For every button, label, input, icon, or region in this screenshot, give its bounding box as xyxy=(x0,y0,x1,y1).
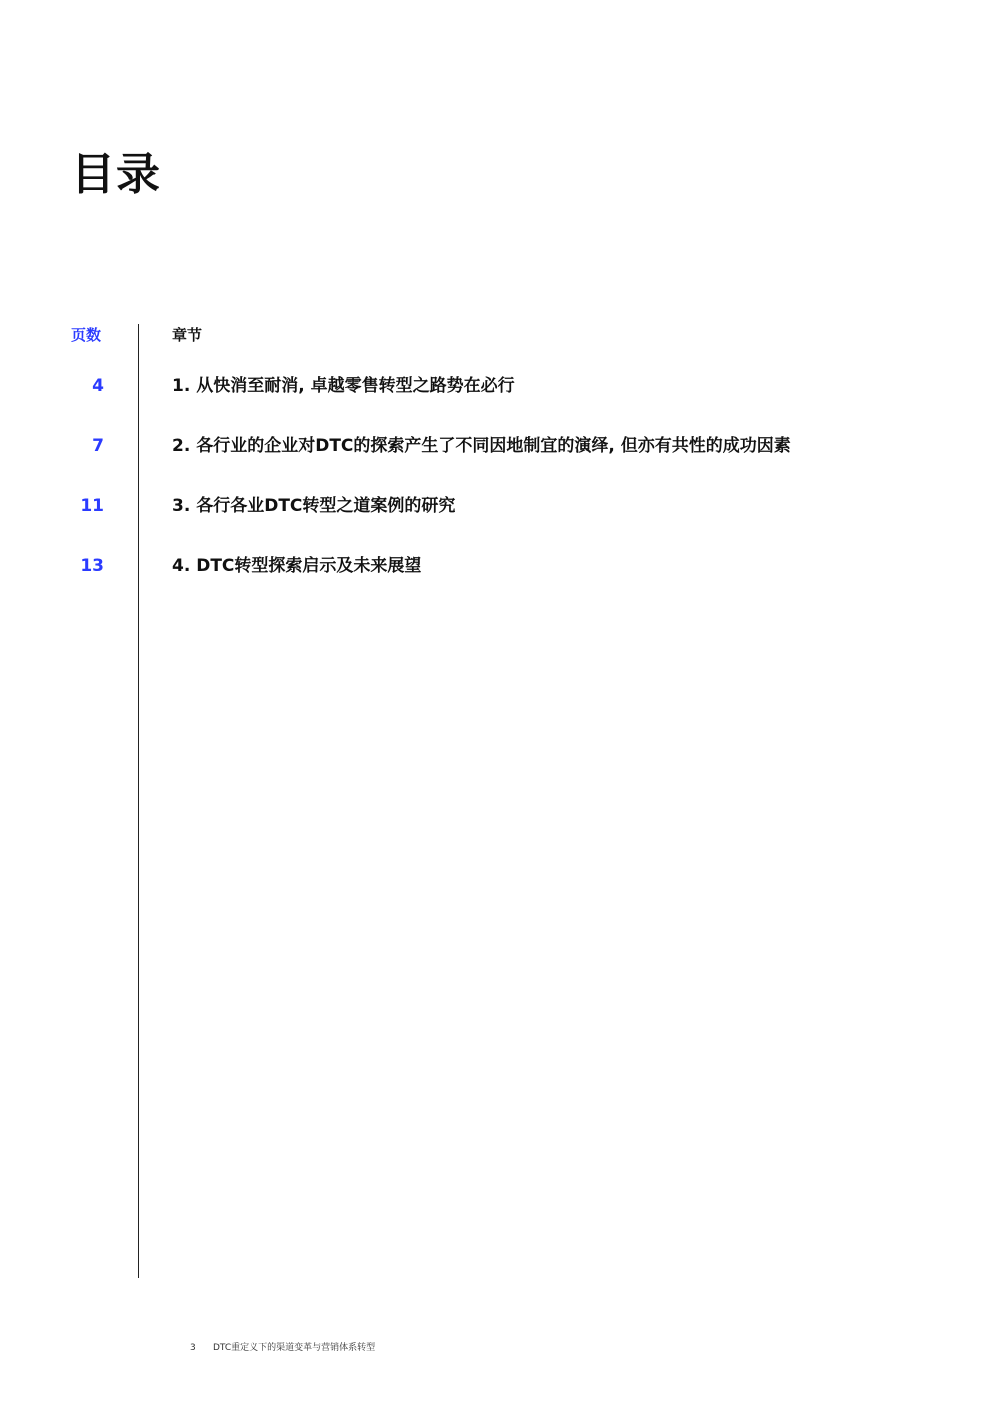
toc-page-number: 7 xyxy=(92,436,104,456)
toc-entry-4[interactable] xyxy=(0,552,992,612)
pages-column-header: 页数 xyxy=(71,326,102,344)
footer-document-title: DTC重定义下的渠道变革与营销体系转型 xyxy=(213,1343,376,1353)
page-title: 目录 xyxy=(71,149,161,201)
toc-page-number: 4 xyxy=(92,376,104,396)
toc-page-number: 11 xyxy=(80,496,104,516)
toc-chapter-title[interactable]: 1. 从快消至耐消, 卓越零售转型之路势在必行 xyxy=(172,376,515,396)
toc-entry-3[interactable] xyxy=(0,492,992,552)
toc-page-number: 13 xyxy=(80,556,104,576)
toc-chapter-title[interactable]: 2. 各行业的企业对DTC的探索产生了不同因地制宜的演绎, 但亦有共性的成功因素 xyxy=(172,436,791,456)
toc-entry-1[interactable] xyxy=(0,372,992,432)
toc-chapter-title[interactable]: 3. 各行各业DTC转型之道案例的研究 xyxy=(172,496,456,516)
table-of-contents xyxy=(0,372,992,612)
footer-page-number: 3 xyxy=(190,1343,196,1353)
toc-chapter-title[interactable]: 4. DTC转型探索启示及未来展望 xyxy=(172,556,422,576)
chapters-column-header: 章节 xyxy=(172,326,203,344)
toc-entry-2[interactable] xyxy=(0,432,992,492)
